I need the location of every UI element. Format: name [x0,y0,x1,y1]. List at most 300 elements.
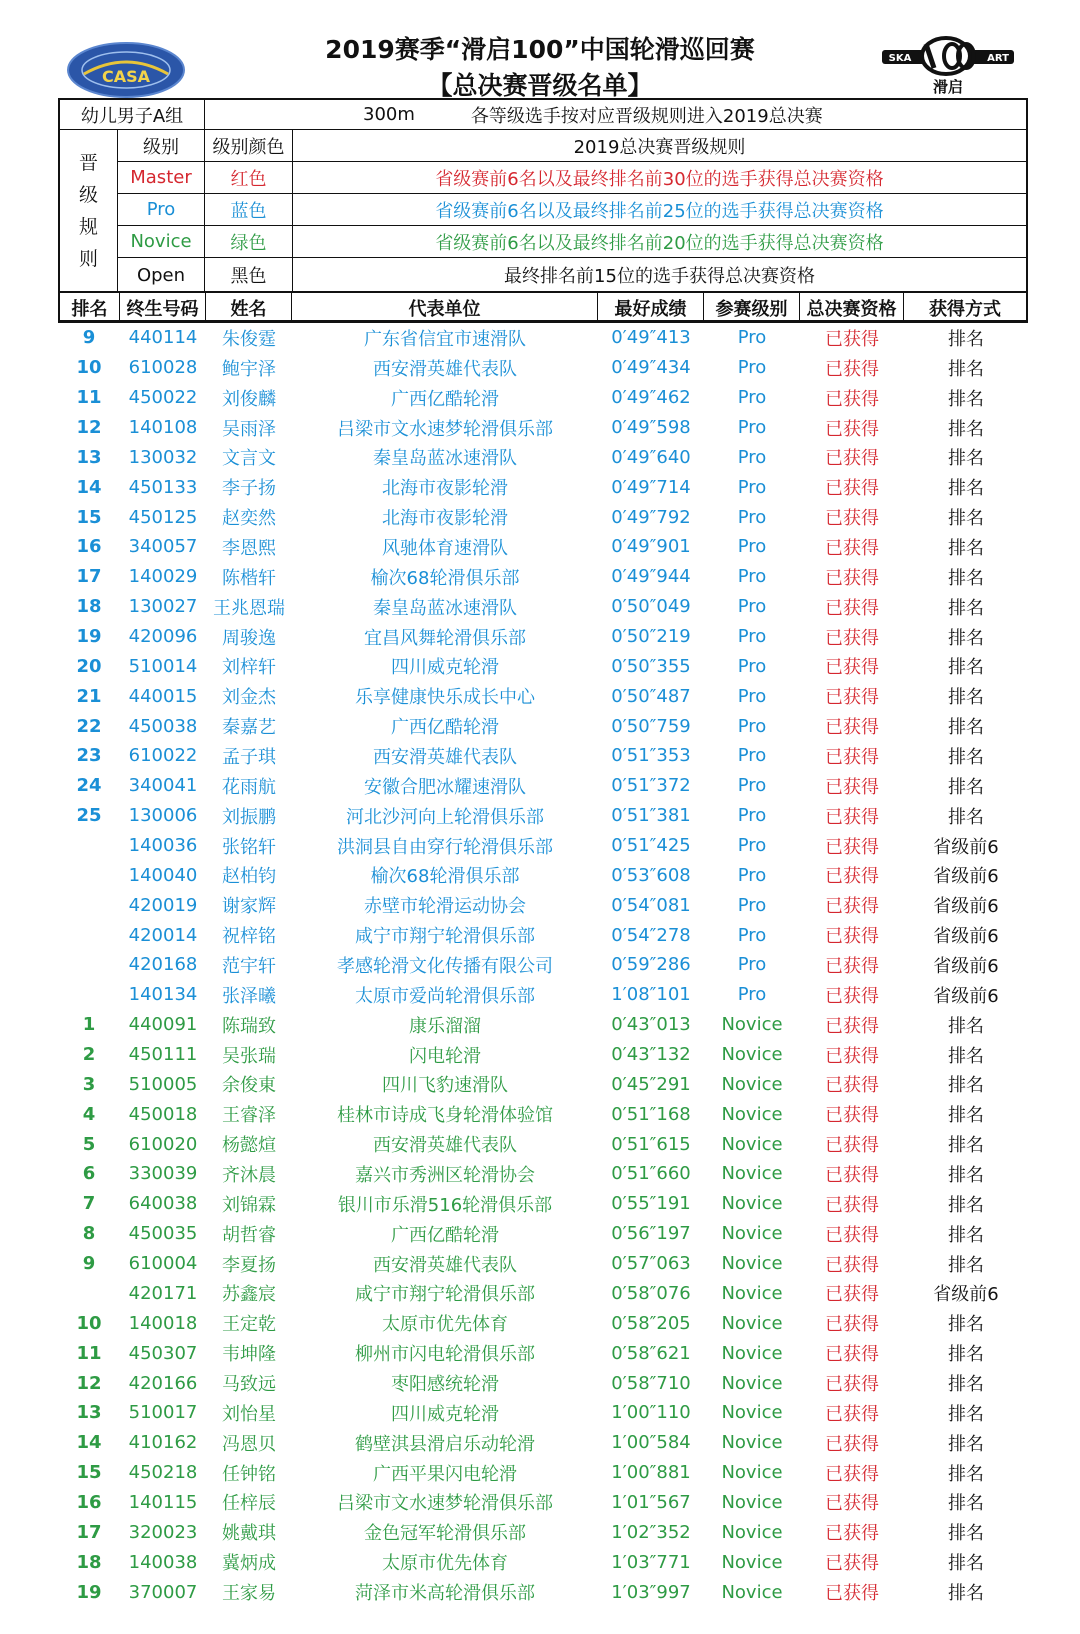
table-row [58,413,1028,443]
row-method: 排名 [948,597,984,619]
rule-level-pro: Pro [118,194,205,226]
col-time: 最好成绩 [598,293,704,323]
row-id: 340057 [128,536,198,558]
row-rank: 13 [76,446,102,468]
row-level: Novice [721,1312,783,1334]
row-id: 370007 [128,1581,198,1603]
row-qual: 已获得 [825,985,879,1007]
row-rank: 16 [76,536,102,558]
row-team: 咸宁市翔宁轮滑俱乐部 [355,926,535,948]
row-method: 排名 [948,1135,984,1157]
rules-table [58,98,1028,322]
row-qual: 已获得 [825,1344,879,1366]
row-level: Novice [721,1133,783,1155]
row-level: Pro [737,387,767,409]
row-level: Novice [721,1282,783,1304]
table-row [58,383,1028,413]
row-rank [58,831,120,861]
row-name: 任梓辰 [222,1493,276,1515]
row-time: 0′49″901 [611,536,691,558]
table-row [58,592,1028,622]
row-level: Novice [721,1014,783,1036]
row-qual: 已获得 [825,1583,879,1605]
row-team: 鹤壁淇县滑启乐动轮滑 [355,1433,535,1455]
table-row [58,741,1028,771]
row-name: 孟子琪 [222,746,276,768]
rule-level-open: Open [118,258,205,292]
row-id: 640038 [128,1193,198,1215]
row-name: 朱俊霆 [222,328,276,350]
row-level: Novice [721,1432,783,1454]
row-method: 排名 [948,537,984,559]
row-id: 610028 [128,357,198,379]
rules-side-label [60,130,118,292]
row-team: 四川飞豹速滑队 [382,1075,508,1097]
table-row [58,1279,1028,1309]
row-level: Novice [721,1402,783,1424]
row-id: 410162 [128,1432,198,1454]
row-time: 0′51″168 [611,1103,691,1125]
table-row [58,920,1028,950]
row-rank: 15 [76,1462,102,1484]
row-rank: 12 [76,417,102,438]
row-qual: 已获得 [825,1105,879,1127]
row-name: 冀炳成 [222,1553,276,1575]
table-row [58,1159,1028,1189]
row-method: 排名 [948,1374,984,1395]
row-method: 排名 [948,1224,984,1246]
row-name: 姚戴琪 [222,1523,276,1545]
row-id: 420171 [128,1282,198,1304]
col-method: 获得方式 [929,299,1001,320]
row-time: 0′58″076 [611,1282,691,1304]
row-time: 1′00″881 [611,1462,691,1484]
row-level: Novice [721,1193,783,1215]
row-level: Pro [737,924,767,946]
results-list [58,323,1028,1607]
row-level: Pro [737,476,767,498]
row-method: 排名 [948,418,984,440]
row-time: 1′00″584 [611,1432,691,1454]
row-id: 510005 [128,1073,198,1095]
rule-color-open: 黑色 [205,258,293,292]
row-level: Pro [737,835,767,857]
table-row [58,711,1028,741]
table-row [58,1249,1028,1279]
table-row [58,622,1028,652]
row-name: 陈楷轩 [222,567,276,589]
row-name: 王定乾 [222,1314,276,1336]
row-name: 周骏逸 [222,627,276,649]
rules-head-level: 级别 [118,130,205,162]
row-level: Pro [737,894,767,916]
row-time: 0′49″598 [611,417,691,438]
table-row [58,1129,1028,1159]
row-id: 140134 [128,984,198,1006]
row-time: 0′50″219 [611,626,691,648]
row-qual: 已获得 [825,597,879,619]
row-qual: 已获得 [825,388,879,410]
row-time: 0′49″944 [611,566,691,588]
row-qual: 已获得 [825,1075,879,1097]
row-qual: 已获得 [825,1135,879,1157]
row-method: 省级前6 [933,896,999,918]
table-row [58,1458,1028,1488]
row-method: 排名 [948,448,984,470]
row-level: Pro [737,626,767,648]
table-row [58,1488,1028,1518]
row-method: 排名 [948,1254,984,1276]
row-method: 排名 [948,746,984,768]
row-team: 四川威克轮滑 [391,657,499,679]
row-method: 省级前6 [933,866,999,888]
row-rank: 19 [76,1581,102,1603]
row-level: Novice [721,1223,783,1245]
row-time: 0′58″710 [611,1372,691,1394]
row-id: 140115 [128,1491,198,1513]
row-rank: 6 [82,1163,96,1185]
row-time: 1′08″101 [611,984,691,1006]
row-rank: 7 [82,1193,96,1215]
row-rank: 11 [76,1342,102,1364]
row-id: 420168 [128,954,198,976]
row-id: 610022 [128,745,198,767]
row-team: 菏泽市米高轮滑俱乐部 [355,1583,535,1605]
row-qual: 已获得 [825,1194,879,1216]
skate-100-logo-icon [880,34,1020,98]
row-method: 省级前6 [933,836,999,858]
row-time: 0′49″434 [611,357,691,379]
page-title: 2019赛季“滑启100”中国轮滑巡回赛 [325,35,755,64]
row-name: 任钟铭 [222,1463,276,1485]
row-method: 排名 [948,776,984,798]
row-id: 130006 [128,805,198,827]
table-row [58,831,1028,861]
row-level: Novice [721,1103,783,1125]
row-qual: 已获得 [825,567,879,589]
row-name: 马致远 [222,1374,276,1395]
rule-level-novice: Novice [118,226,205,258]
row-rank [58,980,120,1010]
row-time: 1′00″110 [611,1402,691,1424]
row-team: 桂林市诗成飞身轮滑体验馆 [337,1105,553,1127]
row-rank [58,890,120,920]
row-time: 1′03″771 [611,1551,691,1573]
row-level: Novice [721,1462,783,1484]
row-name: 谢家辉 [222,896,276,918]
row-qual: 已获得 [825,1553,879,1575]
row-name: 胡哲睿 [222,1224,276,1246]
row-level: Novice [721,1521,783,1543]
row-qual: 已获得 [825,776,879,798]
row-level: Pro [737,446,767,468]
row-qual: 已获得 [825,1314,879,1336]
group-name: 幼儿男子A组 [60,100,205,130]
row-method: 排名 [948,1493,984,1515]
row-time: 0′50″759 [611,715,691,737]
row-level: Pro [737,715,767,737]
row-team: 吕梁市文水速梦轮滑俱乐部 [337,1493,553,1515]
row-team: 西安滑英雄代表队 [373,1254,517,1276]
row-method: 排名 [948,1553,984,1575]
row-method: 排名 [948,1075,984,1097]
table-row [58,1099,1028,1129]
row-qual: 已获得 [825,1045,879,1067]
row-qual: 已获得 [825,328,879,350]
row-method: 排名 [948,567,984,589]
row-rank: 11 [76,387,102,409]
row-rank: 14 [76,1432,102,1454]
row-qual: 已获得 [825,418,879,440]
page-header [0,0,1080,100]
rule-text-open: 最终排名前15位的选手获得总决赛资格 [504,266,815,287]
row-time: 0′49″792 [611,506,691,528]
row-team: 吕梁市文水速梦轮滑俱乐部 [337,418,553,440]
table-row [58,1308,1028,1338]
row-rank: 19 [76,626,102,648]
row-level: Pro [737,984,767,1006]
row-method: 排名 [948,627,984,649]
casa-logo-text: CASA [101,67,151,86]
row-time: 0′51″372 [611,775,691,797]
row-qual: 已获得 [825,358,879,380]
row-level: Pro [737,745,767,767]
row-id: 450111 [128,1044,198,1066]
logo-text-art: ART [987,53,1009,64]
row-time: 0′51″353 [611,745,691,767]
row-id: 610020 [128,1133,198,1155]
row-team: 秦皇岛蓝冰速滑队 [373,448,517,470]
row-method: 排名 [948,806,984,828]
row-id: 140036 [128,835,198,857]
table-row [58,771,1028,801]
row-rank: 18 [76,596,102,618]
row-method: 排名 [948,1015,984,1037]
row-time: 0′58″205 [611,1312,691,1334]
page-subtitle: 【总决赛晋级名单】 [427,71,653,100]
table-row [58,532,1028,562]
row-id: 450038 [128,715,198,737]
row-qual: 已获得 [825,806,879,828]
table-row [58,1428,1028,1458]
rules-head-color: 级别颜色 [205,130,293,162]
row-qual: 已获得 [825,1015,879,1037]
row-time: 0′49″413 [611,327,691,349]
row-id: 420096 [128,626,198,648]
row-method: 排名 [948,687,984,709]
row-team: 银川市乐滑516轮滑俱乐部 [337,1194,553,1216]
row-rank: 15 [76,506,102,528]
row-rank: 22 [76,715,102,737]
row-qual: 已获得 [825,448,879,470]
row-level: Novice [721,1372,783,1394]
row-name: 杨懿煊 [222,1135,276,1157]
row-rank: 17 [76,1521,102,1543]
row-team: 嘉兴市秀洲区轮滑协会 [355,1164,535,1186]
row-time: 0′50″355 [611,655,691,677]
row-name: 赵柏钧 [222,866,276,888]
row-qual: 已获得 [825,687,879,709]
table-row [58,562,1028,592]
table-row [58,860,1028,890]
row-method: 排名 [948,1433,984,1455]
row-id: 420166 [128,1372,198,1394]
row-name: 刘金杰 [222,687,276,709]
row-name: 王家易 [222,1583,276,1605]
row-qual: 已获得 [825,896,879,918]
row-time: 0′54″081 [611,894,691,916]
row-name: 祝梓铭 [222,926,276,948]
row-id: 440091 [128,1014,198,1036]
row-method: 排名 [948,328,984,350]
row-id: 130027 [128,596,198,618]
row-name: 鲍宇泽 [222,358,276,380]
col-qual: 总决赛资格 [800,293,904,323]
row-qual: 已获得 [825,1224,879,1246]
row-time: 0′54″278 [611,924,691,946]
row-time: 0′51″381 [611,805,691,827]
row-time: 0′59″286 [611,954,691,976]
row-method: 排名 [948,1523,984,1545]
rule-color-pro: 蓝色 [205,194,293,226]
row-team: 广西亿酷轮滑 [391,1224,499,1246]
rule-text-novice: 省级赛前6名以及最终排名前20位的选手获得总决赛资格 [293,226,1026,258]
row-qual: 已获得 [825,478,879,500]
table-header [58,291,1028,323]
row-rank: 9 [82,1253,96,1275]
row-time: 1′01″567 [611,1491,691,1513]
row-team: 风驰体育速滑队 [382,537,508,559]
row-team: 太原市优先体育 [382,1314,508,1336]
row-method: 排名 [948,478,984,500]
col-rank: 排名 [60,293,120,323]
row-qual: 已获得 [825,746,879,768]
row-method: 排名 [948,1314,984,1336]
row-method: 省级前6 [933,955,999,977]
row-qual: 已获得 [825,1433,879,1455]
row-id: 450307 [128,1342,198,1364]
row-qual: 已获得 [825,1523,879,1545]
row-qual: 已获得 [825,717,879,739]
row-rank: 16 [76,1491,102,1513]
row-time: 0′55″191 [611,1193,691,1215]
row-name: 苏鑫宸 [222,1284,276,1306]
row-team: 洪洞县自由穿行轮滑俱乐部 [337,836,553,858]
row-rank: 4 [82,1103,96,1125]
row-team: 乐享健康快乐成长中心 [355,687,535,709]
row-level: Novice [721,1163,783,1185]
row-qual: 已获得 [825,866,879,888]
row-team: 广东省信宜市速滑队 [364,328,526,350]
table-row [58,1189,1028,1219]
row-id: 510014 [128,655,198,677]
row-time: 0′53″608 [611,864,691,886]
row-team: 枣阳感统轮滑 [391,1374,499,1395]
row-time: 0′49″462 [611,387,691,409]
row-rank: 25 [76,805,102,827]
row-time: 0′50″487 [611,685,691,707]
row-id: 510017 [128,1402,198,1424]
row-level: Pro [737,327,767,349]
rules-side-char: 则 [78,248,98,270]
row-qual: 已获得 [825,1164,879,1186]
rule-color-novice: 绿色 [205,226,293,258]
row-rank: 5 [82,1133,96,1155]
row-rank [58,920,120,950]
table-row [58,1010,1028,1040]
row-name: 李子扬 [222,478,276,500]
row-rank: 2 [82,1044,96,1066]
row-method: 排名 [948,657,984,679]
table-row [58,980,1028,1010]
row-team: 四川威克轮滑 [391,1403,499,1425]
row-level: Pro [737,596,767,618]
row-level: Novice [721,1253,783,1275]
row-name: 赵奕然 [222,508,276,530]
row-method: 排名 [948,1583,984,1605]
row-level: Novice [721,1581,783,1603]
row-id: 450035 [128,1223,198,1245]
row-method: 排名 [948,388,984,410]
logo-text-ska: SKA [888,53,912,64]
row-qual: 已获得 [825,1284,879,1306]
rule-text-pro: 省级赛前6名以及最终排名前25位的选手获得总决赛资格 [293,194,1026,226]
table-row [58,1398,1028,1428]
row-team: 榆次68轮滑俱乐部 [370,567,520,589]
row-team: 西安滑英雄代表队 [373,358,517,380]
row-time: 0′45″291 [611,1073,691,1095]
row-rank: 12 [76,1372,102,1394]
row-name: 韦坤隆 [222,1344,276,1366]
row-qual: 已获得 [825,1463,879,1485]
row-rank: 8 [82,1223,96,1245]
table-row [58,353,1028,383]
row-level: Novice [721,1342,783,1364]
row-id: 340041 [128,775,198,797]
row-name: 余俊東 [222,1075,276,1097]
row-id: 140040 [128,864,198,886]
row-team: 安徽合肥冰耀速滑队 [364,776,526,798]
row-level: Pro [737,775,767,797]
rule-text-master: 省级赛前6名以及最终排名前30位的选手获得总决赛资格 [293,162,1026,194]
rule-color-master: 红色 [205,162,293,194]
row-rank [58,1279,120,1309]
row-name: 陈瑞致 [222,1015,276,1037]
row-id: 130032 [128,446,198,468]
row-method: 排名 [948,1463,984,1485]
row-qual: 已获得 [825,1374,879,1395]
row-level: Pro [737,954,767,976]
row-name: 冯恩贝 [222,1433,276,1455]
row-name: 王兆恩瑞 [213,597,285,619]
row-id: 450022 [128,387,198,409]
row-time: 0′58″621 [611,1342,691,1364]
row-time: 0′43″132 [611,1044,691,1066]
row-qual: 已获得 [825,508,879,530]
table-row [58,502,1028,532]
row-id: 450133 [128,476,198,498]
row-team: 榆次68轮滑俱乐部 [370,866,520,888]
row-qual: 已获得 [825,1493,879,1515]
row-time: 0′51″615 [611,1133,691,1155]
rules-side-char: 级 [78,184,98,206]
row-id: 450018 [128,1103,198,1125]
row-name: 花雨航 [222,776,276,798]
group-distance: 300m [363,104,415,125]
row-rank: 18 [76,1551,102,1573]
row-team: 赤壁市轮滑运动协会 [364,896,526,918]
row-level: Pro [737,655,767,677]
